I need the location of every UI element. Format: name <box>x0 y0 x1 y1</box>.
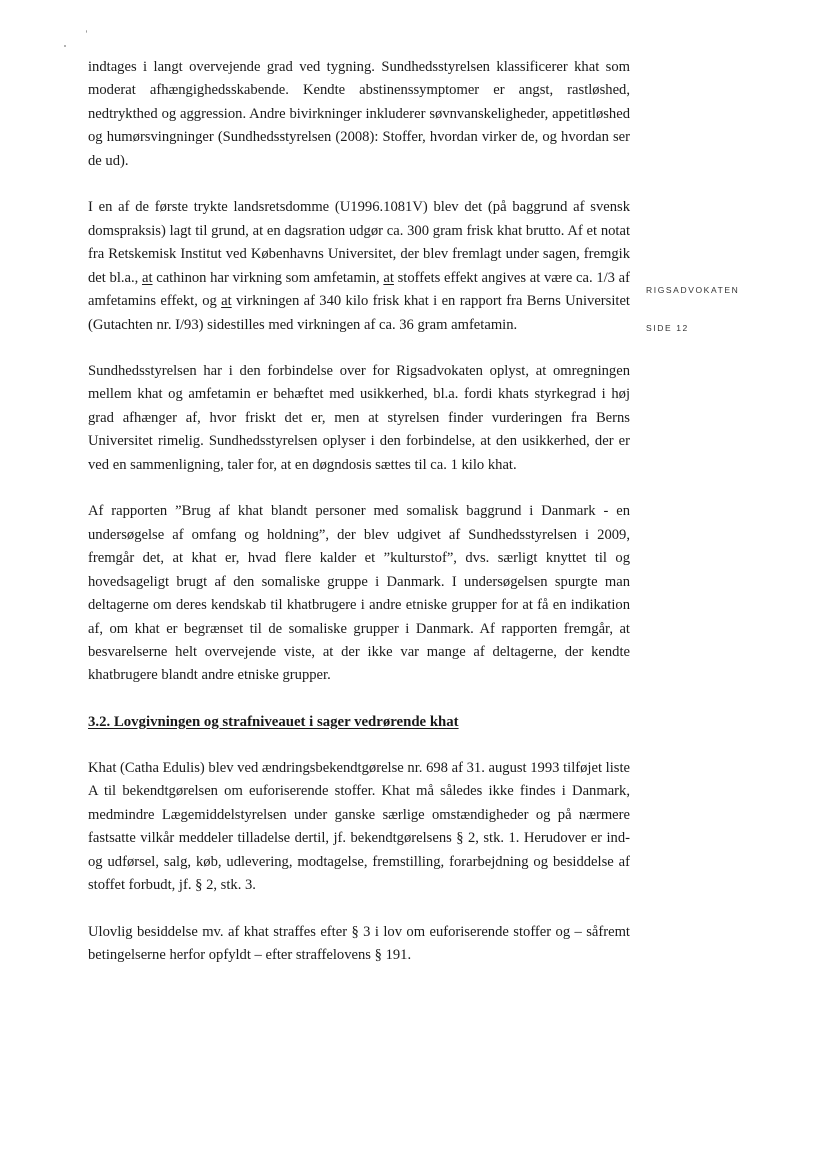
underlined-at: at <box>221 293 232 310</box>
page-number-label: SIDE 12 <box>646 323 689 333</box>
paragraph-legislation: Khat (Catha Edulis) blev ved ændringsbekendtgørelse nr. 698 af 31. august 1993 tilføjet liste A til bekendtgørelsen om euforiserende stoffer. Khat må således ikke findes i Danmark, medmindre Lægemiddelstyrelsen under ganske særlige omstændigheder og på nærmere fastsatte vilkår meddeler tilladelse dertil, jf. bekendtgørelsens § 2, stk. 1. Herudover er ind- og udførsel, salg, køb, udlevering, modtagelse, fremstilling, forarbejdning og besiddelse af stoffet forbudt, jf. § 2, stk. 3. <box>88 759 630 894</box>
underlined-at: at <box>383 269 394 286</box>
text-segment: cathinon har virkning som amfetamin, <box>152 269 384 286</box>
organization-label: RIGSADVOKATEN <box>646 285 740 295</box>
paragraph-khat-effects: indtages i langt overvejende grad ved tygning. Sundhedsstyrelsen klassificerer khat som moderat afhængighedsskabende. Kendte abstinenssymptomer er angst, rastløshed, nedtrykthed og aggression. Andre bivirkninger inkluderer søvnvanskeligheder, appetitløshed og humørsvingninger (Sundhedsstyrelsen (2008): Stoffer, hvordan virker de, og hvordan ser de ud). <box>88 59 630 169</box>
paragraph-conversion: Sundhedsstyrelsen har i den forbindelse over for Rigsadvokaten oplyst, at omregningen mellem khat og amfetamin er behæftet med usikkerhed, bl.a. fordi khats styrkegrad i høj grad afhænger af, hvor friskt det er, men at styrelsen finder vurderingen fra Berns Universitet rimelig. Sundhedsstyrelsen oplyser i den forbindelse, at den usikkerhed, der er ved en sammenligning, taler for, at en døgndosis sættes til ca. 1 kilo khat. <box>88 362 630 473</box>
scan-speck <box>64 45 66 47</box>
paragraph-report: Af rapporten ”Brug af khat blandt personer med somalisk baggrund i Danmark - en undersøgelse af omfang og holdning”, der blev udgivet af Sundhedsstyrelsen i 2009, fremgår det, at khat er, hvad flere kalder et ”kulturstof”, dvs. særligt knyttet til og hovedsageligt brugt af den somaliske gruppe i Danmark. I undersøgelsen spurgte man deltagerne om deres kendskab til khatbrugere i andre etniske grupper for at få en indikation af, om khat er begrænset til de somaliske grupper i Danmark. Af rapporten fremgår, at besvarelserne helt overvejende viste, at der ikke var mange af deltagerne, der kendte khatbrugere blandt andre etniske grupper. <box>88 503 630 684</box>
scan-speck <box>86 30 87 33</box>
underlined-at: at <box>141 269 153 286</box>
paragraph-penalty: Ulovlig besiddelse mv. af khat straffes efter § 3 i lov om euforiserende stoffer og – såfremt betingelserne herfor opfyldt – efter straffelovens § 191. <box>88 923 630 964</box>
text-segment: stoffets effekt angives at være ca. 1/3 af amfetamins effekt, og <box>88 269 630 310</box>
paragraph-landsret-ruling <box>88 196 630 337</box>
body-text <box>88 56 630 968</box>
text-segment: I en af de første trykte landsretsdomme (U1996.1081V) blev det (på baggrund af svensk domspraksis) lagt til grund, at en dagsration udgør ca. 300 gram frisk khat brutto. Af et notat fra Retskemisk Institut ved Københavns Universitet, der blev fremlagt under sagen, fremgik det bl.a., <box>88 199 630 286</box>
section-heading: 3.2. Lovgivningen og strafniveauet i sager vedrørende khat <box>88 713 459 730</box>
text-segment: virkningen af 340 kilo frisk khat i en rapport fra Berns Universitet (Gutachten nr. I/93) sidestilles med virkningen af ca. 36 gram amfetamin. <box>88 293 630 333</box>
